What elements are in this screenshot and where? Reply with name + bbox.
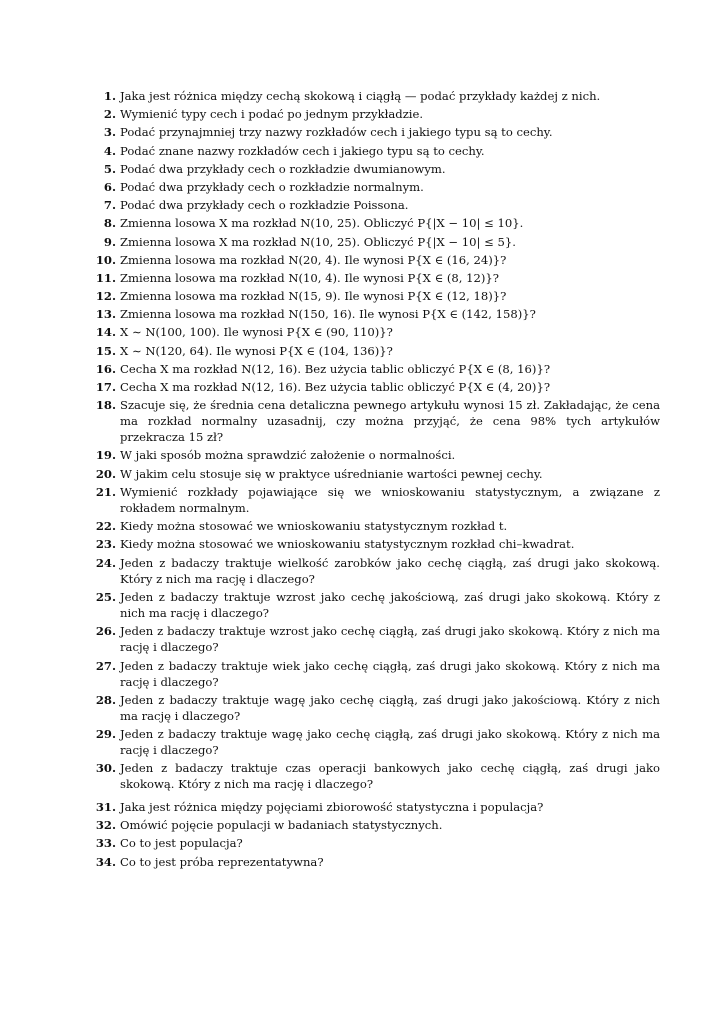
question-number: 21. — [95, 484, 116, 499]
question-text: Kiedy można stosować we wnioskowaniu statystycznym rozkład chi–kwadrat. — [120, 537, 575, 552]
question-text: Zmienna losowa X ma rozkład N(10, 25). Obliczyć P{|X − 10| ≤ 10}. — [120, 216, 524, 231]
question-number: 28. — [95, 692, 116, 707]
question-number: 6. — [103, 179, 116, 194]
question-text: Jeden z badaczy traktuje wielkość zarobków jako cechę ciągłą, zaś drugi jako skokową. Który z nich ma rację i dlaczego? — [120, 556, 660, 586]
question-number: 15. — [95, 343, 116, 358]
question-number: 17. — [95, 380, 116, 394]
question-number: 16. — [95, 361, 116, 376]
question-number: 20. — [95, 466, 116, 481]
question-text: Jaka jest różnica między cechą skokową i ciągłą — podać przykłady każdej z nich. — [120, 89, 601, 103]
question-text: Podać dwa przykłady cech o rozkładzie normalnym. — [120, 179, 424, 194]
question-item — [92, 726, 660, 758]
question-number: 1. — [103, 89, 116, 103]
question-text: Co to jest populacja? — [120, 836, 243, 851]
question-number: 4. — [103, 143, 116, 158]
question-text: X ∼ N(120, 64). Ile wynosi P{X ∈ (104, 136)}? — [120, 343, 393, 358]
question-item — [92, 324, 660, 340]
question-item — [92, 835, 660, 851]
question-item — [92, 179, 660, 195]
question-text: Jeden z badaczy traktuje wzrost jako cechę jakościową, zaś drugi jako skokową. Który z nich ma rację i dlaczego? — [120, 590, 660, 621]
question-number: 8. — [103, 216, 116, 231]
question-item — [92, 589, 660, 621]
question-number: 12. — [95, 289, 116, 304]
question-item — [92, 197, 660, 213]
question-text: Jeden z badaczy traktuje wagę jako cechę ciągłą, zaś drugi jako jakościową. Który z nich ma rację i dlaczego? — [120, 692, 660, 723]
question-number: 18. — [95, 398, 116, 413]
question-number: 3. — [103, 125, 116, 140]
question-text: Jeden z badaczy traktuje wagę jako cechę ciągłą, zaś drugi jako skokową. Który z nich ma rację i dlaczego? — [120, 726, 660, 757]
question-list-group-3 — [92, 799, 660, 872]
question-item — [92, 379, 660, 395]
question-item — [92, 623, 660, 655]
question-item — [92, 124, 660, 140]
question-text: Zmienna losowa ma rozkład N(10, 4). Ile wynosi P{X ∈ (8, 12)}? — [120, 270, 499, 285]
question-text: Kiedy można stosować we wnioskowaniu statystycznym rozkład t. — [120, 518, 508, 533]
question-number: 23. — [95, 537, 116, 552]
question-text: Podać przynajmniej trzy nazwy rozkładów cech i jakiego typu są to cechy. — [120, 125, 553, 140]
question-item — [92, 799, 660, 815]
question-text: Zmienna losowa ma rozkład N(150, 16). Ile wynosi P{X ∈ (142, 158)}? — [120, 307, 536, 322]
question-number: 7. — [103, 198, 116, 213]
question-text: Jeden z badaczy traktuje czas operacji bankowych jako cechę ciągłą, zaś drugi jako skokową. Który z nich ma rację i dlaczego? — [120, 761, 660, 792]
question-text: Podać znane nazwy rozkładów cech i jakiego typu są to cechy. — [120, 143, 485, 158]
question-item — [92, 306, 660, 322]
question-list-group-1 — [92, 88, 660, 554]
question-number: 2. — [103, 107, 116, 122]
question-number: 33. — [95, 836, 116, 851]
question-item — [92, 447, 660, 463]
question-item — [92, 106, 660, 122]
question-number: 22. — [95, 518, 116, 533]
question-text: Zmienna losowa X ma rozkład N(10, 25). Obliczyć P{|X − 10| ≤ 5}. — [120, 234, 516, 249]
question-item — [92, 215, 660, 231]
question-item — [92, 288, 660, 304]
question-item — [92, 692, 660, 724]
question-text: Cecha X ma rozkład N(12, 16). Bez użycia tablic obliczyć P{X ∈ (4, 20)}? — [120, 380, 551, 394]
question-item — [92, 397, 660, 445]
question-text: Cecha X ma rozkład N(12, 16). Bez użycia tablic obliczyć P{X ∈ (8, 16)}? — [120, 361, 551, 376]
question-item — [92, 760, 660, 792]
question-text: W jaki sposób można sprawdzić założenie o normalności. — [120, 448, 456, 463]
question-text: Zmienna losowa ma rozkład N(20, 4). Ile wynosi P{X ∈ (16, 24)}? — [120, 252, 507, 267]
question-text: Wymienić rozkłady pojawiające się we wnioskowaniu statystycznym, a związane z rokładem normalnym. — [120, 484, 660, 515]
question-item — [92, 466, 660, 482]
question-list-group-2 — [92, 555, 660, 794]
question-item — [92, 555, 660, 587]
question-text: Jaka jest różnica między pojęciami zbiorowość statystyczna i populacja? — [120, 800, 544, 814]
question-number: 29. — [95, 726, 116, 741]
question-number: 11. — [95, 270, 116, 285]
question-text: Zmienna losowa ma rozkład N(15, 9). Ile wynosi P{X ∈ (12, 18)}? — [120, 289, 507, 304]
question-number: 10. — [95, 252, 116, 267]
question-number: 5. — [103, 161, 116, 176]
question-number: 24. — [95, 556, 116, 570]
question-item — [92, 817, 660, 833]
question-number: 14. — [95, 325, 116, 340]
question-text: X ∼ N(100, 100). Ile wynosi P{X ∈ (90, 110)}? — [120, 325, 393, 340]
question-number: 34. — [95, 854, 116, 869]
question-item — [92, 343, 660, 359]
question-item — [92, 658, 660, 690]
question-text: Jeden z badaczy traktuje wzrost jako cechę ciągłą, zaś drugi jako skokową. Który z nich ma rację i dlaczego? — [120, 624, 660, 655]
question-item — [92, 536, 660, 552]
question-number: 19. — [95, 448, 116, 463]
question-item — [92, 88, 660, 104]
question-number: 9. — [103, 234, 116, 249]
question-item — [92, 484, 660, 516]
question-item — [92, 518, 660, 534]
question-text: Podać dwa przykłady cech o rozkładzie dwumianowym. — [120, 161, 446, 176]
question-number: 30. — [95, 761, 116, 776]
question-text: Co to jest próba reprezentatywna? — [120, 854, 324, 869]
question-item — [92, 361, 660, 377]
question-number: 32. — [95, 818, 116, 833]
question-text: Omówić pojęcie populacji w badaniach statystycznych. — [120, 818, 443, 833]
question-item — [92, 252, 660, 268]
question-number: 27. — [95, 658, 116, 673]
question-number: 25. — [95, 590, 116, 605]
question-text: Wymienić typy cech i podać po jednym przykładzie. — [120, 107, 424, 122]
question-item — [92, 270, 660, 286]
question-item — [92, 234, 660, 250]
question-text: Jeden z badaczy traktuje wiek jako cechę ciągłą, zaś drugi jako skokową. Który z nich ma rację i dlaczego? — [120, 658, 660, 689]
question-item — [92, 854, 660, 870]
question-item — [92, 161, 660, 177]
question-number: 13. — [95, 307, 116, 322]
question-text: Podać dwa przykłady cech o rozkładzie Poissona. — [120, 198, 409, 213]
question-number: 31. — [95, 800, 116, 814]
question-text: Szacuje się, że średnia cena detaliczna pewnego artykułu wynosi 15 zł. Zakładając, że cena ma rozkład normalny uzasadnij, czy można przyjąć, że cena 98% tych artykułów przekracza 15 zł? — [120, 398, 660, 445]
question-item — [92, 143, 660, 159]
question-text: W jakim celu stosuje się w praktyce uśrednianie wartości pewnej cechy. — [120, 466, 543, 481]
question-number: 26. — [95, 624, 116, 639]
